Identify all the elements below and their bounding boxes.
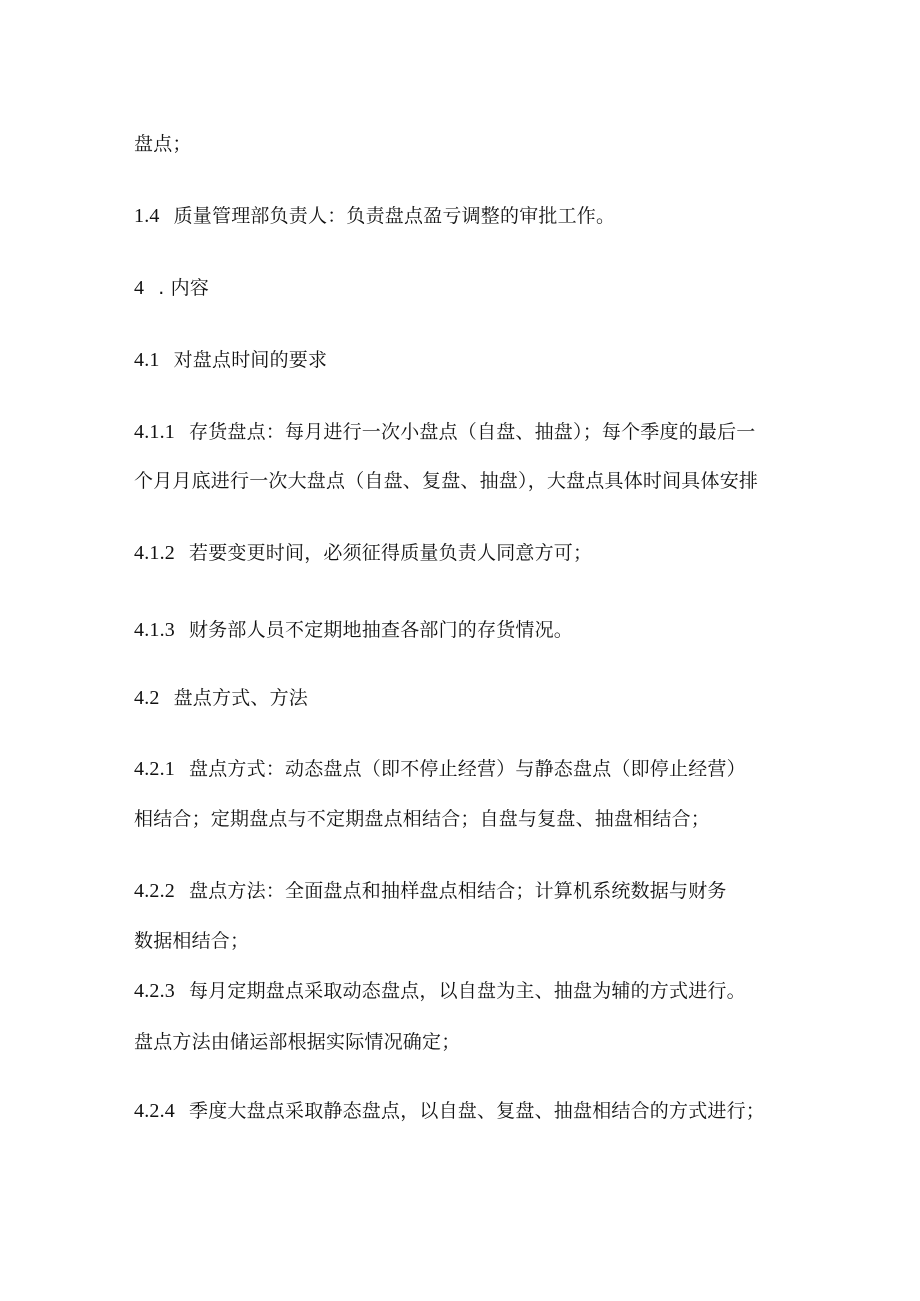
text-line xyxy=(134,347,880,373)
line-text: 存货盘点：每月进行一次小盘点（自盘、抽盘）；每个季度的最后一 xyxy=(189,421,756,443)
line-text: 盘点方式：动态盘点（即不停止经营）与静态盘点（即停止经营） xyxy=(189,758,746,780)
line-text: 财务部人员不定期地抽查各部门的存货情况。 xyxy=(189,619,574,641)
line-text: 若要变更时间，必须征得质量负责人同意方可； xyxy=(189,542,593,564)
section-number: 4 xyxy=(134,277,145,299)
text-line xyxy=(134,419,880,445)
line-text: 盘点方法：全面盘点和抽样盘点相结合；计算机系统数据与财务 xyxy=(189,880,727,902)
text-line xyxy=(134,978,880,1004)
text-line xyxy=(134,928,880,954)
section-number: 1.4 xyxy=(134,205,160,227)
line-text: . 内容 xyxy=(158,277,210,299)
section-number: 4.2.4 xyxy=(134,1100,175,1122)
line-text: 每月定期盘点采取动态盘点，以自盘为主、抽盘为辅的方式进行。 xyxy=(189,980,746,1002)
section-number: 4.2.1 xyxy=(134,758,175,780)
line-text: 季度大盘点采取静态盘点，以自盘、复盘、抽盘相结合的方式进行； xyxy=(189,1100,766,1122)
text-line xyxy=(134,685,880,711)
line-text: 个月月底进行一次大盘点（自盘、复盘、抽盘），大盘点具体时间具体安排 xyxy=(134,470,759,492)
section-number: 4.1.3 xyxy=(134,619,175,641)
text-line xyxy=(134,1098,880,1124)
section-number: 4.2.2 xyxy=(134,880,175,902)
section-number: 4.1.1 xyxy=(134,421,175,443)
line-text: 盘点方式、方法 xyxy=(173,687,309,709)
line-text: 盘点； xyxy=(134,133,192,155)
line-text: 相结合；定期盘点与不定期盘点相结合；自盘与复盘、抽盘相结合； xyxy=(134,808,711,830)
section-heading xyxy=(134,275,880,301)
text-line xyxy=(134,878,880,904)
line-text: 对盘点时间的要求 xyxy=(173,349,328,371)
text-line xyxy=(134,617,880,643)
text-line xyxy=(134,540,880,566)
text-line xyxy=(134,806,880,832)
text-line xyxy=(134,756,880,782)
line-text: 数据相结合； xyxy=(134,930,250,952)
section-number: 4.1 xyxy=(134,349,160,371)
line-text: 盘点方法由储运部根据实际情况确定； xyxy=(134,1031,461,1053)
text-line xyxy=(134,1029,880,1055)
text-line xyxy=(134,131,880,157)
text-line xyxy=(134,203,880,229)
line-text: 质量管理部负责人：负责盘点盈亏调整的审批工作。 xyxy=(173,205,616,227)
section-number: 4.2.3 xyxy=(134,980,175,1002)
section-number: 4.2 xyxy=(134,687,160,709)
text-line xyxy=(134,468,880,494)
section-number: 4.1.2 xyxy=(134,542,175,564)
